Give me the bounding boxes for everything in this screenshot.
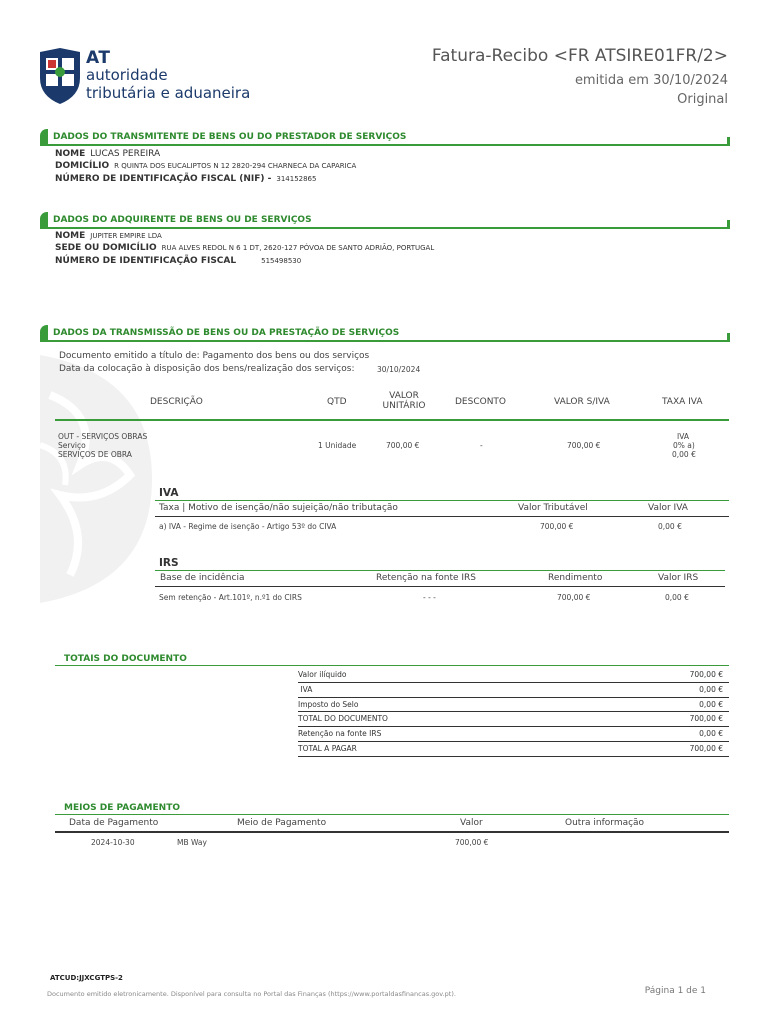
totals-table bbox=[298, 668, 729, 757]
section-tab-icon bbox=[40, 129, 48, 144]
brand-line-1: autoridade bbox=[86, 66, 168, 84]
document-title: Fatura-Recibo <FR ATSIRE01FR/2> bbox=[431, 46, 728, 66]
irs-header-base: Base de incidência bbox=[160, 573, 245, 583]
irs-row-rendimento: 700,00 € bbox=[557, 593, 591, 602]
issuer-nif-row bbox=[55, 174, 316, 184]
payment-header-data: Data de Pagamento bbox=[69, 818, 159, 828]
irs-row-valor: 0,00 € bbox=[665, 593, 689, 602]
footer-page-number: Página 1 de 1 bbox=[644, 986, 706, 996]
section-tab-icon bbox=[40, 325, 48, 340]
irs-header-valor: Valor IRS bbox=[658, 573, 699, 583]
issuer-name: LUCAS PEREIRA bbox=[90, 149, 161, 159]
buyer-nif-label: NÚMERO DE IDENTIFICAÇÃO FISCAL bbox=[55, 256, 237, 266]
col-header-desconto: DESCONTO bbox=[455, 397, 507, 407]
payment-title: MEIOS DE PAGAMENTO bbox=[64, 803, 180, 813]
payment-header-outra: Outra informação bbox=[565, 818, 645, 828]
transmission-date-label: Data da colocação à disposição dos bens/realização dos serviços: bbox=[59, 364, 355, 374]
payment-row-valor: 700,00 € bbox=[455, 838, 489, 847]
issuer-section-header bbox=[40, 128, 730, 146]
irs-header-retencao: Retenção na fonte IRS bbox=[376, 573, 476, 583]
iva-header-valor-tributavel: Valor Tributável bbox=[518, 503, 588, 513]
payment-header-meio: Meio de Pagamento bbox=[237, 818, 327, 828]
iva-row-motivo: a) IVA - Regime de isenção - Artigo 53º do CIVA bbox=[159, 522, 337, 531]
payment-header-valor: Valor bbox=[460, 818, 483, 828]
buyer-name-label: NOME bbox=[55, 231, 86, 241]
iva-row-valor-iva: 0,00 € bbox=[658, 522, 682, 531]
buyer-nif-row bbox=[55, 256, 301, 266]
transmission-section-header bbox=[40, 324, 730, 342]
issuer-address-row bbox=[55, 161, 356, 171]
totals-row: Retenção na fonte IRS 0,00 € bbox=[298, 727, 729, 742]
irs-header-rendimento: Rendimento bbox=[548, 573, 603, 583]
footer-atcud: ATCUD:JJXCGTPS-2 bbox=[50, 974, 123, 982]
totals-row: IVA 0,00 € bbox=[298, 683, 729, 698]
brand-short: AT bbox=[86, 48, 111, 68]
col-header-taxa-iva: TAXA IVA bbox=[662, 397, 703, 407]
footer-note: Documento emitido eletronicamente. Disponível para consulta no Portal das Finanças (https://www.portaldasfinancas.gov.pt). bbox=[47, 990, 456, 998]
shield-emblem-icon bbox=[38, 44, 82, 106]
document-copy-type: Original bbox=[677, 92, 728, 107]
payment-row-data: 2024-10-30 bbox=[91, 838, 135, 847]
buyer-address: RUA ALVES REDOL N 6 1 DT, 2620-127 PÓVOA DE SANTO ADRIÃO, PORTUGAL bbox=[161, 244, 435, 252]
at-logo bbox=[38, 44, 278, 108]
irs-row-base: Sem retenção - Art.101º, n.º1 do CIRS bbox=[159, 593, 302, 602]
col-header-valor-unitario: VALOR UNITÁRIO bbox=[382, 391, 426, 411]
totals-row: TOTAL A PAGAR 700,00 € bbox=[298, 742, 729, 757]
totals-row: TOTAL DO DOCUMENTO 700,00 € bbox=[298, 712, 729, 727]
item-taxa-rate: 0% a) bbox=[673, 441, 695, 450]
totals-row: Imposto do Selo 0,00 € bbox=[298, 698, 729, 713]
transmission-date-value: 30/10/2024 bbox=[377, 365, 421, 374]
issuer-section-title: DADOS DO TRANSMITENTE DE BENS OU DO PRESTADOR DE SERVIÇOS bbox=[53, 132, 407, 142]
buyer-address-label: SEDE OU DOMICÍLIO bbox=[55, 243, 157, 253]
iva-title: IVA bbox=[159, 487, 179, 499]
watermark-emblem-icon bbox=[40, 355, 152, 603]
issuer-nif: 314152865 bbox=[276, 175, 317, 183]
buyer-nif: 515498530 bbox=[261, 257, 302, 265]
iva-row-valor-tributavel: 700,00 € bbox=[540, 522, 574, 531]
item-qtd: 1 Unidade bbox=[318, 441, 357, 450]
transmission-basis: Documento emitido a título de: Pagamento dos bens ou dos serviços bbox=[59, 351, 370, 361]
iva-header-taxa: Taxa | Motivo de isenção/não sujeição/não tributação bbox=[159, 503, 398, 513]
irs-title: IRS bbox=[159, 557, 179, 569]
item-desc-2: Serviço bbox=[58, 441, 86, 450]
item-desc-3: SERVIÇOS DE OBRA bbox=[58, 450, 132, 459]
item-taxa-label: IVA bbox=[677, 432, 689, 441]
brand-line-2: tributária e aduaneira bbox=[86, 84, 251, 102]
section-tab-icon bbox=[40, 212, 48, 227]
totals-row: Valor ilíquido 700,00 € bbox=[298, 668, 729, 683]
buyer-section-title: DADOS DO ADQUIRENTE DE BENS OU DE SERVIÇOS bbox=[53, 215, 312, 225]
totals-title: TOTAIS DO DOCUMENTO bbox=[64, 654, 187, 664]
item-taxa-value: 0,00 € bbox=[672, 450, 696, 459]
document-issue-date: emitida em 30/10/2024 bbox=[574, 73, 728, 88]
item-valor-unitario: 700,00 € bbox=[386, 441, 420, 450]
buyer-name-row bbox=[55, 231, 162, 241]
item-desconto: - bbox=[480, 441, 483, 450]
col-header-qtd: QTD bbox=[327, 397, 347, 407]
buyer-address-row bbox=[55, 243, 434, 253]
col-header-valor-siva: VALOR S/IVA bbox=[554, 397, 610, 407]
item-desc-1: OUT - SERVIÇOS OBRAS bbox=[58, 432, 148, 441]
transmission-section-title: DADOS DA TRANSMISSÃO DE BENS OU DA PRESTAÇÃO DE SERVIÇOS bbox=[53, 328, 400, 338]
payment-row-meio: MB Way bbox=[177, 838, 207, 847]
issuer-name-row bbox=[55, 149, 160, 159]
issuer-address: R QUINTA DOS EUCALIPTOS N 12 2820-294 CHARNECA DA CAPARICA bbox=[114, 162, 357, 170]
buyer-name: JUPITER EMPIRE LDA bbox=[90, 232, 162, 240]
col-header-descricao: DESCRIÇÃO bbox=[150, 397, 203, 407]
item-valor-siva: 700,00 € bbox=[567, 441, 601, 450]
irs-row-retencao: - - - bbox=[423, 593, 436, 602]
issuer-name-label: NOME bbox=[55, 149, 86, 159]
issuer-address-label: DOMICÍLIO bbox=[55, 161, 110, 171]
iva-header-valor-iva: Valor IVA bbox=[648, 503, 688, 513]
buyer-section-header bbox=[40, 211, 730, 229]
issuer-nif-label: NÚMERO DE IDENTIFICAÇÃO FISCAL (NIF) - bbox=[55, 174, 272, 184]
